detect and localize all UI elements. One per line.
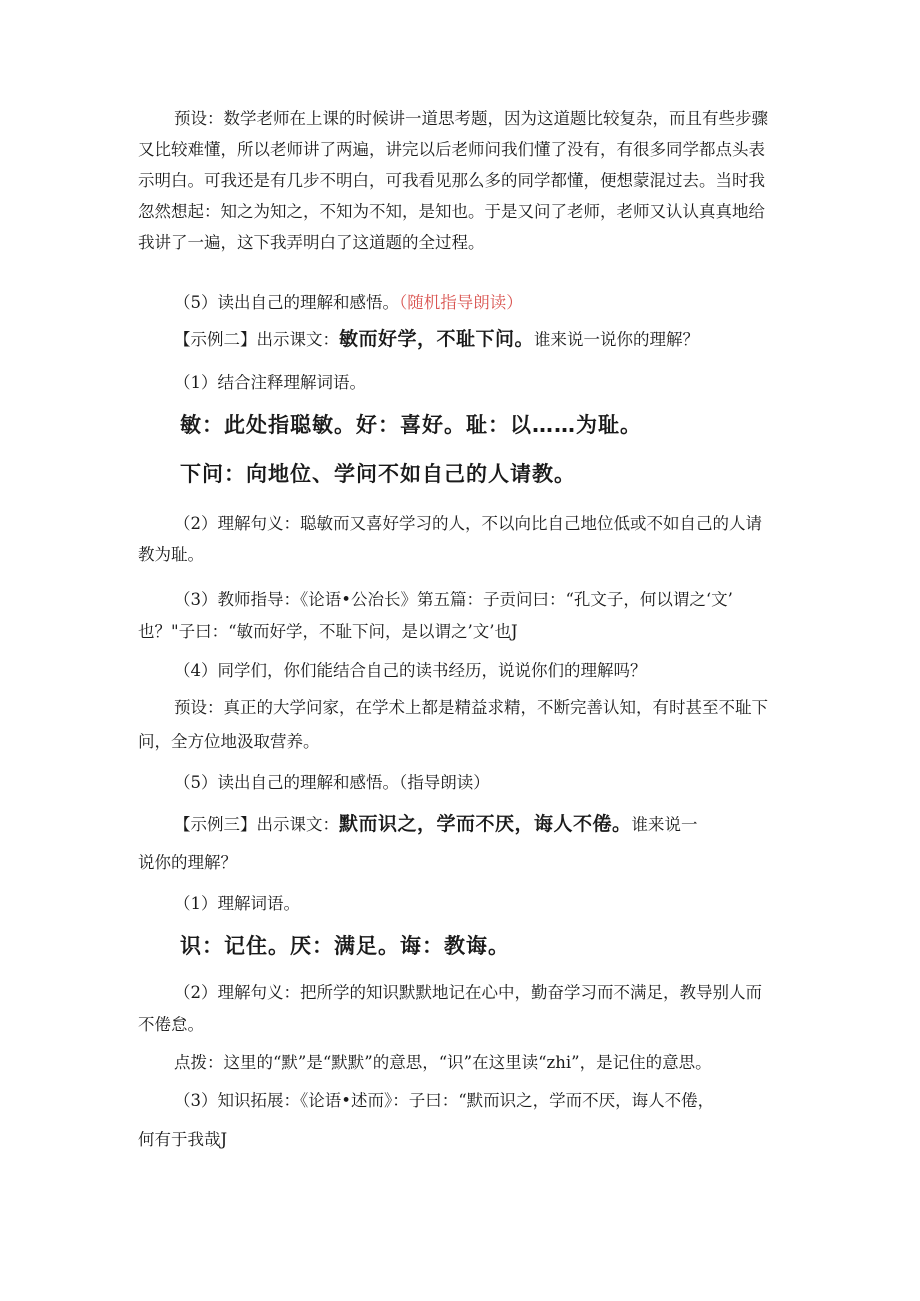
example-question: 谁来说一 [631,815,698,834]
step-read-aloud [138,287,788,318]
step-line: （2）理解句义：聪敏而又喜好学习的人，不以向比自己地位低或不如自己的人请 [174,514,762,533]
step-line: （4）同学们，你们能结合自己的读书经历，说说你们的理解吗？ [174,661,647,680]
step-line: （3）教师指导：《论语•公冶长》第五篇：子贡问曰：“孔文子，何以谓之‘文’ [174,590,733,609]
paragraph-line: 预设：数学老师在上课的时候讲一道思考题，因为这道题比较复杂，而且有些步骤 [174,109,768,128]
teacher-note: （随机指导朗读） [399,293,523,312]
example-quote: 敏而好学，不耻下问。 [339,328,535,350]
example-label: 【示例三】出示课文： [174,815,339,834]
step-line: 也？"子曰：“敏而好学，不耻下问，是以谓之’文’也J [138,622,518,641]
step-line: 何有于我哉J [138,1130,228,1149]
step-line: （5）读出自己的理解和感悟。（指导朗读） [174,773,490,792]
word-definitions: 识：记住。厌：满足。诲：教诲。 [180,934,510,958]
word-definitions: 下问：向地位、学问不如自己的人请教。 [180,462,576,486]
paragraph-line: 预设：真正的大学问家，在学术上都是精益求精，不断完善认知，有时甚至不耻下 [174,698,768,717]
paragraph-line: 问，全方位地汲取营养。 [138,732,320,751]
step-line: （1）理解词语。 [174,894,300,913]
step-line: （3）知识拓展：《论语•述而》：子曰：“默而识之，学而不厌，诲人不倦， [174,1091,715,1110]
step-line: （2）理解句义：把所学的知识默默地记在心中，勤奋学习而不满足，教导别人而 [174,983,762,1002]
step-text: （5）读出自己的理解和感悟。 [174,293,399,312]
paragraph-line: 说你的理解？ [138,853,237,872]
paragraph-line: 示明白。可我还是有几步不明白，可我看见那么多的同学都懂，便想蒙混过去。当时我 [138,171,765,190]
example-label: 【示例二】出示课文： [174,330,339,349]
step-line: 不倦怠。 [138,1015,204,1034]
word-definitions: 敏：此处指聪敏。好：喜好。耻：以……为耻。 [180,413,642,437]
paragraph-line: 忽然想起：知之为知之，不知为不知，是知也。于是又问了老师，老师又认认真真地给 [138,202,765,221]
step-line: 教为耻。 [138,545,204,564]
tip-line: 点拨：这里的“默”是“默默”的意思，“识”在这里读“zhi”，是记住的意思。 [174,1053,712,1072]
step-line: （1）结合注释理解词语。 [174,373,366,392]
example-quote: 默而识之，学而不厌，诲人不倦。 [339,813,632,835]
paragraph-line: 我讲了一遍，这下我弄明白了这道题的全过程。 [138,233,485,252]
example-two-header [174,324,824,355]
example-question: 谁来说一说你的理解？ [534,330,700,349]
example-three-header [174,809,824,840]
paragraph-line: 又比较难懂，所以老师讲了两遍，讲完以后老师问我们懂了没有，有很多同学都点头表 [138,140,765,159]
